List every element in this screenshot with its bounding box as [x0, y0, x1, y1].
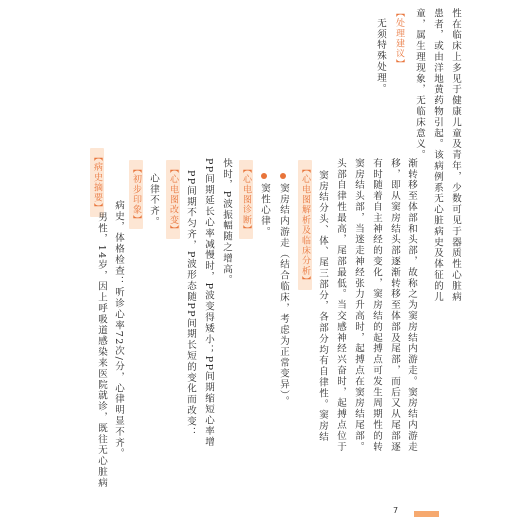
analysis-line-2: 头部自律性最高，尾部最低。当交感神经兴奋时，起搏点位于: [335, 158, 346, 453]
initial-text: 心律不齐。: [148, 173, 159, 228]
analysis-line-6: 渐转移至体部和头部，故称之为窦房结内游走。窦房结内游走: [406, 158, 417, 453]
analysis-line-3: 窦房结头部，当迷走神经张力升高时，起搏点在窦房结尾部。: [353, 158, 364, 453]
page-number: 7: [393, 506, 399, 515]
ecg-change-line-1: PP间期不匀齐，P波形态随PP间期长短的变化而改变：: [185, 170, 196, 438]
section-heading-initial: 【初步印象】: [129, 160, 143, 229]
section-heading-ecg-change: 【心电图改变】: [166, 160, 180, 239]
handling-text: 无须特殊处理。: [375, 18, 386, 95]
analysis-line-4: 有时随着自主神经的变化，窦房结的起搏点可发生周期性的转: [371, 158, 382, 453]
analysis-line-5: 移，即从窦房结头部逐渐转移至体部及尾部，而后又从尾部逐: [389, 158, 400, 453]
continuation-line-2: 患者，或由洋地黄药物引起。该病例系无心脏病史及体征的儿: [432, 8, 443, 303]
section-heading-analysis: 【心电图解析及临床分析】: [298, 160, 312, 290]
ecg-diagnosis-item-1: 窦性心律。: [259, 183, 270, 238]
continuation-line-3: 童，属生理现象，无临床意义。: [414, 8, 425, 161]
continuation-line-1: 性在临床上多见于健康儿童及青年，少数可见于器质性心脏病: [450, 8, 461, 303]
analysis-line-1: 窦房结分头、体、尾三部分，各部分均有自律性。窦房结: [317, 170, 328, 443]
history-line-2: 病史，体格检查：听诊心率72次/分，心律明显不齐。: [113, 200, 124, 460]
page-footer-bar: [414, 511, 439, 517]
section-heading-handling: 【处理建议】: [394, 8, 404, 70]
ecg-diagnosis-item-2: 窦房结内游走（结合临床，考虑为正常变异）。: [278, 183, 289, 408]
bullet-icon: [280, 173, 286, 179]
bullet-icon: [261, 173, 267, 179]
section-heading-history: 【病史摘要】: [90, 148, 104, 217]
section-heading-ecg-diagnosis: 【心电图诊断】: [239, 160, 253, 239]
ecg-change-line-2: PP间期延长心率减慢时，P波变得矮小；PP间期缩短心率增: [203, 158, 214, 448]
ecg-change-line-3: 快时，P波振幅随之增高。: [221, 158, 232, 286]
history-line-1: 男性，14岁，因上呼吸道感染来医院就诊，既往无心脏病: [96, 212, 107, 489]
